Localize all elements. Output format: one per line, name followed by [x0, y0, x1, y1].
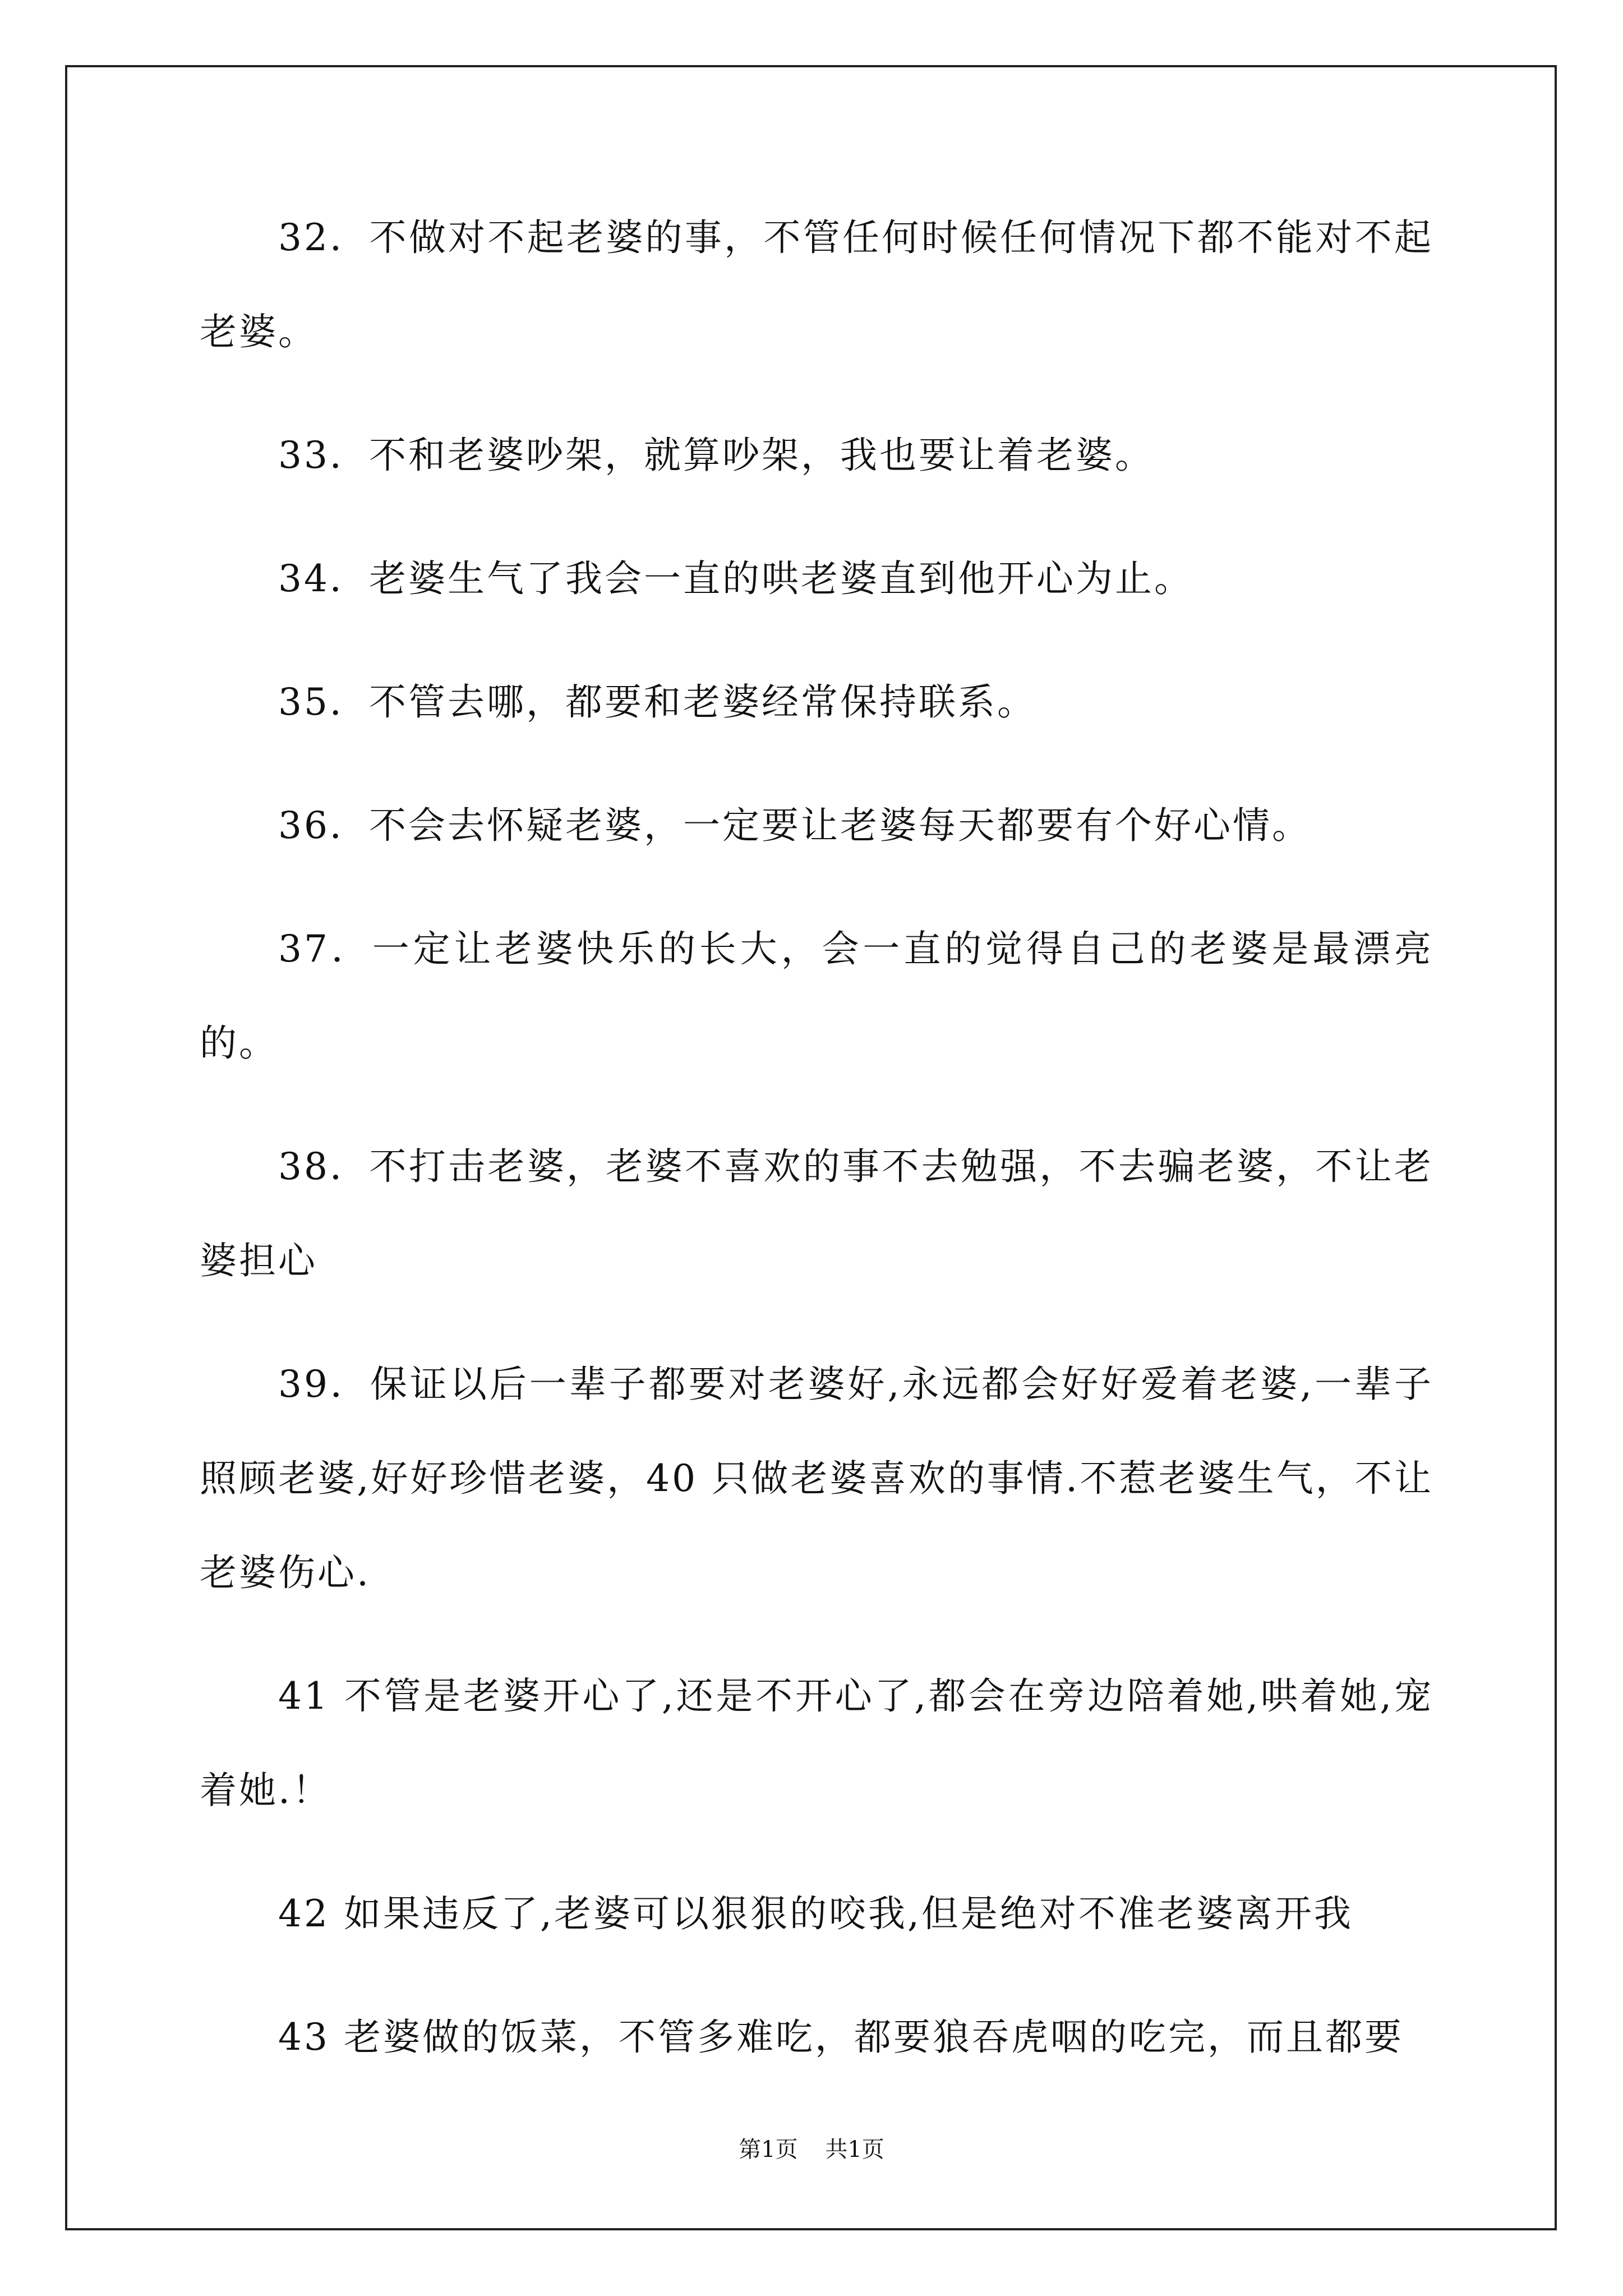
paragraph-41: 41 不管是老婆开心了,还是不开心了,都会在旁边陪着她,哄着她,宠着她.！: [200, 1674, 1433, 1812]
page-number-current: 第1页: [739, 2137, 798, 2162]
paragraph-36: 36．不会去怀疑老婆，一定要让老婆每天都要有个好心情。: [278, 804, 1311, 847]
page-number-total: 共1页: [825, 2137, 884, 2162]
paragraph-43: 43 老婆做的饭菜，不管多难吃，都要狼吞虎咽的吃完，而且都要: [278, 2016, 1404, 2059]
paragraph-32: 32．不做对不起老婆的事，不管任何时候任何情况下都不能对不起老婆。: [200, 216, 1433, 353]
document-body: [200, 191, 1433, 2114]
paragraph-37: 37．一定让老婆快乐的长大，会一直的觉得自己的老婆是最漂亮的。: [200, 927, 1433, 1065]
paragraph-39: 39．保证以后一辈子都要对老婆好,永远都会好好爱着老婆,一辈子照顾老婆,好好珍惜老婆，40 只做老婆喜欢的事情.不惹老婆生气，不让老婆伤心.: [200, 1363, 1433, 1594]
paragraph-35: 35．不管去哪，都要和老婆经常保持联系。: [278, 680, 1036, 724]
paragraph-34: 34．老婆生气了我会一直的哄老婆直到他开心为止。: [278, 557, 1193, 600]
paragraph-42: 42 如果违反了,老婆可以狠狠的咬我,但是绝对不准老婆离开我: [278, 1892, 1353, 1935]
paragraph-33: 33．不和老婆吵架，就算吵架，我也要让着老婆。: [278, 434, 1154, 477]
page-footer: [0, 2132, 1623, 2164]
paragraph-38: 38．不打击老婆，老婆不喜欢的事不去勉强，不去骗老婆，不让老婆担心: [200, 1145, 1433, 1282]
